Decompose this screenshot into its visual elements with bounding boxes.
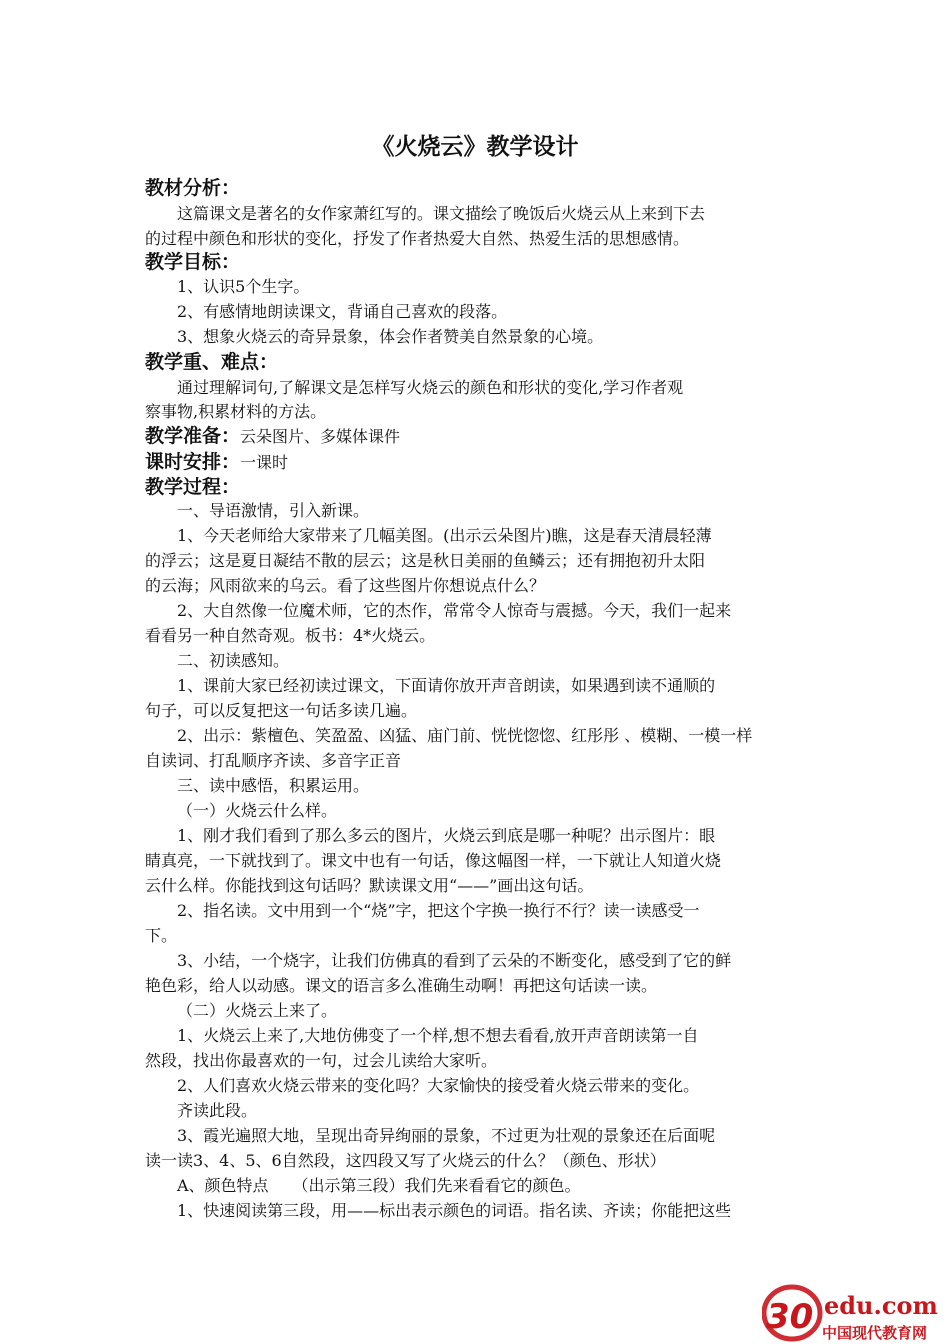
text-line: 睛真亮，一下就找到了。课文中也有一句话，像这幅图一样，一下就让人知道火烧 <box>145 851 722 870</box>
text-line: （二）火烧云上来了。 <box>177 1001 338 1020</box>
text-line: 然段，找出你最喜欢的一句，过会儿读给大家听。 <box>145 1051 498 1070</box>
text-line: 读一读3、4、5、6自然段，这四段又写了火烧云的什么？（颜色、形状） <box>145 1151 666 1170</box>
site-logo <box>762 1282 950 1344</box>
text-line: 2、指名读。文中用到一个“烧”字，把这个字换一换行不行？读一读感受一 <box>177 901 700 920</box>
text-line: 三、读中感悟，积累运用。 <box>177 776 370 795</box>
heading-process: 教学过程： <box>145 476 241 498</box>
text-line: 2、出示：紫檀色、笑盈盈、凶猛、庙门前、恍恍惚惚、红彤彤 、模糊、一模一样 <box>177 726 753 745</box>
text-line: 1、课前大家已经初读过课文，下面请你放开声音朗读，如果遇到读不通顺的 <box>177 676 716 695</box>
document-title: 《火烧云》教学设计 <box>371 134 579 160</box>
heading-goals: 教学目标： <box>145 251 241 273</box>
text-line: 2、有感情地朗读课文，背诵自己喜欢的段落。 <box>177 302 508 321</box>
text-line: 1、火烧云上来了,大地仿佛变了一个样,想不想去看看,放开声音朗读第一自 <box>177 1026 699 1045</box>
prep-row <box>145 424 400 449</box>
logo-domain: edu.com <box>824 1291 938 1320</box>
text-line: 齐读此段。 <box>177 1101 258 1120</box>
logo-badge: 30 <box>766 1297 814 1337</box>
prep-value: 云朵图片、多媒体课件 <box>240 427 401 446</box>
heading-keypoints: 教学重、难点： <box>145 351 279 373</box>
schedule-row <box>145 450 288 475</box>
heading-analysis: 教材分析： <box>145 177 241 199</box>
text-line: 的云海；风雨欲来的乌云。看了这些图片你想说点什么？ <box>145 576 546 595</box>
text-line: 的浮云；这是夏日凝结不散的层云；这是秋日美丽的鱼鳞云；还有拥抱初升太阳 <box>145 551 706 570</box>
text-line: 二、初读感知。 <box>177 651 290 670</box>
text-line: 的过程中颜色和形状的变化，抒发了作者热爱大自然、热爱生活的思想感情。 <box>145 229 690 248</box>
text-line: 3、想象火烧云的奇异景象，体会作者赞美自然景象的心境。 <box>177 327 604 346</box>
text-line: 2、人们喜欢火烧云带来的变化吗？大家愉快的接受着火烧云带来的变化。 <box>177 1076 700 1095</box>
text-line: 察事物,积累材料的方法。 <box>145 402 327 421</box>
text-line: 看看另一种自然奇观。板书：4*火烧云。 <box>145 626 436 645</box>
text-line: 1、刚才我们看到了那么多云的图片，火烧云到底是哪一种呢？出示图片：眼 <box>177 826 716 845</box>
text-line: 1、快速阅读第三段，用——标出表示颜色的词语。指名读、齐读；你能把这些 <box>177 1201 732 1220</box>
heading-prep: 教学准备： <box>145 425 241 447</box>
text-line: 艳色彩，给人以动感。课文的语言多么准确生动啊！再把这句话读一读。 <box>145 976 658 995</box>
text-line: 1、今天老师给大家带来了几幅美图。(出示云朵图片)瞧，这是春天清晨轻薄 <box>177 526 712 545</box>
text-line: 一、导语激情，引入新课。 <box>177 501 370 520</box>
text-line: 下。 <box>145 926 178 945</box>
text-line: 云什么样。你能找到这句话吗？默读课文用“——”画出这句话。 <box>145 876 594 895</box>
text-line: 1、认识5个生字。 <box>177 277 310 296</box>
text-line: 3、霞光遍照大地，呈现出奇异绚丽的景象，不过更为壮观的景象还在后面呢 <box>177 1126 716 1145</box>
text-line: 这篇课文是著名的女作家萧红写的。课文描绘了晚饭后火烧云从上来到下去 <box>177 204 706 223</box>
text-line: 通过理解词句,了解课文是怎样写火烧云的颜色和形状的变化,学习作者观 <box>177 378 684 397</box>
schedule-value: 一课时 <box>240 453 289 472</box>
text-line: 2、大自然像一位魔术师，它的杰作，常常令人惊奇与震撼。今天，我们一起来 <box>177 601 732 620</box>
text-line: A、颜色特点 （出示第三段）我们先来看看它的颜色。 <box>177 1176 581 1195</box>
text-line: 自读词、打乱顺序齐读、多音字正音 <box>145 751 402 770</box>
text-line: （一）火烧云什么样。 <box>177 801 338 820</box>
heading-schedule: 课时安排： <box>145 451 241 473</box>
logo-chinese-name: 中国现代教育网 <box>822 1324 928 1342</box>
text-line: 3、小结，一个烧字，让我们仿佛真的看到了云朵的不断变化，感受到了它的鲜 <box>177 951 732 970</box>
text-line: 句子，可以反复把这一句话多读几遍。 <box>145 701 418 720</box>
